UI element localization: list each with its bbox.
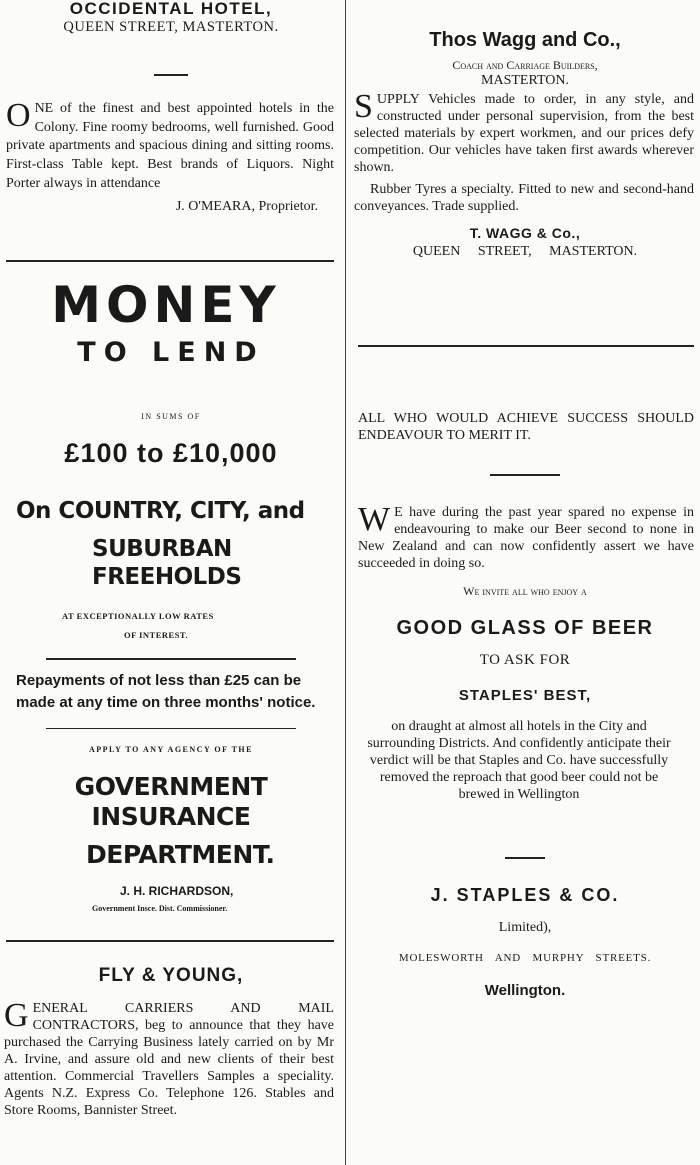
thos-wagg-ad — [350, 28, 700, 260]
freeholds-line-2: SUBURBAN FREEHOLDS — [92, 536, 242, 590]
divider — [6, 940, 334, 942]
left-column — [0, 0, 342, 1165]
divider — [154, 74, 188, 76]
wagg-body: UPPLY Vehicles made to order, in any style, and constructed under personal supervision, from the best selected materials by expert workmen, and our prices defy competition. Our vehicles have taken first awards wherever shown. — [354, 92, 694, 175]
staples-body: E have during the past year spared no expense in endeavouring to make our Beer second to none in New Zealand and can now confidently assert we have succeeded in doing so. — [358, 504, 694, 571]
freeholds-line-1: On COUNTRY, CITY, and — [16, 498, 305, 524]
staples-company: J. STAPLES & CO. — [430, 884, 620, 905]
staples-ad — [350, 410, 700, 999]
wagg-town: MASTERTON. — [481, 73, 569, 88]
divider — [358, 345, 694, 347]
apply-label: APPLY TO ANY AGENCY OF THE — [89, 745, 253, 754]
fly-young-body: ENERAL CARRIERS AND MAIL CONTRACTORS, beg to announce that they have purchased the Carrying Business lately carried on by Mr A. Irvine, and assure old and new clients of their best attention. Commercial Travellers Samples a speciality. Agents N.Z. Express Co. Telephone 126. Stables and Store Rooms, Bannister Street. — [4, 1001, 334, 1118]
occidental-hotel-ad — [0, 0, 342, 215]
ask-for: TO ASK FOR — [479, 651, 571, 668]
fly-young-title: FLY & YOUNG, — [98, 965, 244, 986]
divider — [490, 474, 560, 476]
dropcap: O — [6, 97, 31, 134]
wagg-tyres: Rubber Tyres a specialty. Fitted to new and second-hand conveyances. Trade supplied. — [354, 182, 694, 214]
staples-body-block — [358, 500, 694, 572]
divider — [46, 728, 296, 730]
staples-closing: on draught at almost all hotels in the City and surrounding Districts. And confidently anticipate their verdict will be that Staples and Co. have successfully removed the reproach that good beer could not be brewed in Wellington — [367, 718, 671, 802]
occidental-signature: J. O'MEARA, Proprietor. — [175, 198, 318, 214]
wagg-signature: T. WAGG & Co., — [469, 225, 581, 241]
repayments-text: Repayments of not less than £25 can be made at any time on three months' notice. — [16, 671, 316, 711]
department-line-1: GOVERNMENT INSURANCE — [74, 772, 268, 831]
divider — [6, 260, 334, 262]
wagg-title: Thos Wagg and Co., — [429, 29, 621, 51]
department-line-2: DEPARTMENT. — [86, 840, 275, 869]
money-to-lend-ad — [0, 278, 342, 913]
loan-amount: £100 to £10,000 — [64, 438, 278, 468]
dropcap: S — [354, 88, 373, 125]
divider — [46, 658, 296, 660]
to-lend-headline: TO LEND — [77, 337, 265, 368]
fly-young-ad — [0, 964, 342, 1119]
signatory: J. H. RICHARDSON, — [120, 884, 234, 898]
in-sums-label: IN SUMS OF — [141, 412, 201, 421]
right-column — [350, 0, 700, 1165]
occidental-address: QUEEN STREET, MASTERTON. — [63, 19, 279, 35]
low-rates-2: OF INTEREST. — [124, 630, 189, 640]
wagg-subtitle: Coach and Carriage Builders, — [452, 58, 598, 72]
good-glass-headline: GOOD GLASS OF BEER — [396, 616, 654, 639]
signatory-title: Government Insce. Dist. Commissioner. — [92, 904, 228, 913]
staples-streets: MOLESWORTH AND MURPHY STREETS. — [398, 951, 652, 964]
staples-invite: We invite all who enjoy a — [463, 583, 587, 598]
divider — [505, 857, 545, 859]
occidental-body: NE of the finest and best appointed hotels in the Colony. Fine roomy bedrooms, well furnished. Good private apartments and spacious dining and sitting rooms. First-class Table kept. Best brands of Liquors. Night Porter always in attendance — [6, 101, 334, 191]
column-rule — [345, 0, 346, 1165]
money-headline: MONEY — [51, 276, 281, 334]
dropcap: W — [358, 500, 391, 538]
wagg-address: QUEEN STREET, MASTERTON. — [412, 244, 638, 259]
low-rates-1: AT EXCEPTIONALLY LOW RATES — [62, 611, 214, 621]
dropcap: G — [4, 997, 29, 1034]
staples-motto: ALL WHO WOULD ACHIEVE SUCCESS SHOULD ENDEAVOUR TO MERIT IT. — [358, 411, 694, 443]
wagg-body-block — [354, 88, 694, 176]
fly-young-body-block — [4, 997, 334, 1119]
occidental-body-block — [6, 97, 334, 194]
staples-limited: Limited), — [498, 919, 552, 935]
occidental-title: OCCIDENTAL HOTEL, — [69, 0, 273, 18]
staples-city: Wellington. — [484, 981, 566, 999]
staples-best: STAPLES' BEST, — [458, 686, 592, 704]
